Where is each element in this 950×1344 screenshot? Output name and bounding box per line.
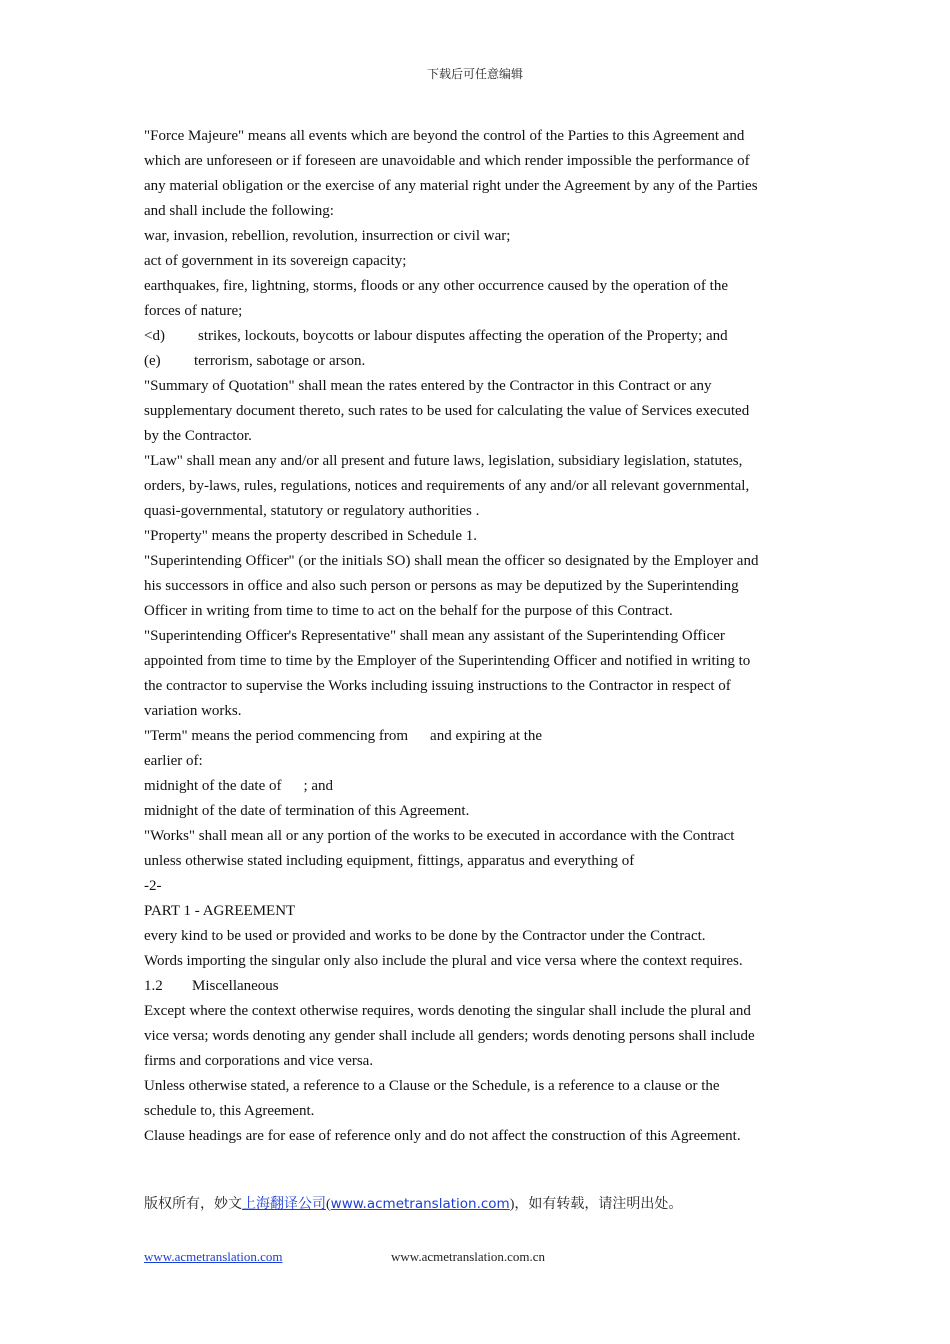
term-text-end: and expiring at the: [430, 728, 543, 744]
list-label: <d): [144, 328, 165, 344]
page-header: 下载后可任意编辑: [426, 67, 523, 81]
text-line: "Force Majeure" means all events which are beyond the control of the Parties to this Agreement and: [144, 128, 745, 144]
text-line: "Superintending Officer" (or the initials SO) shall mean the officer so designated by the Employer and: [144, 553, 759, 569]
text-line: appointed from time to time by the Employer of the Superintending Officer and notified in writing to: [144, 653, 751, 669]
term-line: [144, 724, 804, 749]
text-line: quasi-governmental, statutory or regulatory authorities .: [144, 503, 480, 519]
text-line: orders, by-laws, rules, regulations, notices and requirements of any and/or all relevant governmental,: [144, 478, 750, 494]
text-line: unless otherwise stated including equipment, fittings, apparatus and everything of: [144, 853, 635, 869]
section-title: Miscellaneous: [192, 978, 279, 994]
footer-link[interactable]: www.acmetranslation.com: [144, 1249, 283, 1264]
text-line: variation works.: [144, 703, 242, 719]
copyright-suffix: )，如有转载，请注明出处。: [509, 1197, 683, 1212]
copyright-notice: [144, 1194, 682, 1215]
text-line: Clause headings are for ease of reference only and do not affect the construction of this Agreement.: [144, 1128, 741, 1144]
text-line: Except where the context otherwise requires, words denoting the singular shall include the plural and: [144, 1003, 751, 1019]
text-line: "Superintending Officer's Representative" shall mean any assistant of the Superintending Officer: [144, 628, 725, 644]
text-line: "Summary of Quotation" shall mean the rates entered by the Contractor in this Contract or any: [144, 378, 712, 394]
list-item-e: [144, 349, 804, 374]
copyright-prefix: 版权所有，妙文: [144, 1197, 242, 1212]
part-heading: PART 1 - AGREEMENT: [144, 903, 296, 919]
text-line: any material obligation or the exercise of any material right under the Agreement by any of the Parties: [144, 178, 758, 194]
footer-text: www.acmetranslation.com.cn: [391, 1249, 546, 1264]
list-text: terrorism, sabotage or arson.: [194, 353, 366, 369]
term-text-start: "Term" means the period commencing from: [144, 728, 409, 744]
text-line: war, invasion, rebellion, revolution, insurrection or civil war;: [144, 228, 511, 244]
list-text: strikes, lockouts, boycotts or labour disputes affecting the operation of the Property; and: [198, 328, 728, 344]
text-line: every kind to be used or provided and works to be done by the Contractor under the Contract.: [144, 928, 706, 944]
page-footer: [144, 1248, 546, 1266]
text-line: vice versa; words denoting any gender shall include all genders; words denoting persons shall include: [144, 1028, 755, 1044]
text-line: by the Contractor.: [144, 428, 252, 444]
section-heading: [144, 974, 804, 999]
text-line: and shall include the following:: [144, 203, 334, 219]
text-line: "Property" means the property described in Schedule 1.: [144, 528, 477, 544]
text-line: supplementary document thereto, such rates to be used for calculating the value of Services executed: [144, 403, 750, 419]
text-line: which are unforeseen or if foreseen are unavoidable and which render impossible the performance of: [144, 153, 750, 169]
section-number: 1.2: [144, 978, 163, 994]
list-item-d: [144, 324, 804, 349]
text-line: Words importing the singular only also include the plural and vice versa where the context requires.: [144, 953, 743, 969]
page-number: -2-: [144, 878, 162, 894]
midnight-line: [144, 774, 804, 799]
text-line: midnight of the date of termination of this Agreement.: [144, 803, 470, 819]
text-line: forces of nature;: [144, 303, 243, 319]
midnight-text-start: midnight of the date of: [144, 778, 282, 794]
company-url-link[interactable]: www.acmetranslation.com: [330, 1196, 510, 1212]
text-line: firms and corporations and vice versa.: [144, 1053, 374, 1069]
text-line: earthquakes, fire, lightning, storms, floods or any other occurrence caused by the operation of the: [144, 278, 728, 294]
text-line: earlier of:: [144, 753, 203, 769]
text-line: schedule to, this Agreement.: [144, 1103, 315, 1119]
text-line: the contractor to supervise the Works including issuing instructions to the Contractor in respect of: [144, 678, 731, 694]
copyright-paren: (: [326, 1197, 331, 1212]
company-link[interactable]: 上海翻译公司: [242, 1197, 326, 1212]
text-line: Unless otherwise stated, a reference to a Clause or the Schedule, is a reference to a clause or the: [144, 1078, 720, 1094]
midnight-text-end: ; and: [303, 778, 334, 794]
list-label: (e): [144, 353, 161, 369]
text-line: "Law" shall mean any and/or all present and future laws, legislation, subsidiary legislation, statutes,: [144, 453, 743, 469]
text-line: Officer in writing from time to time to act on the behalf for the purpose of this Contract.: [144, 603, 673, 619]
document-body: [144, 124, 804, 1149]
text-line: act of government in its sovereign capacity;: [144, 253, 407, 269]
text-line: "Works" shall mean all or any portion of the works to be executed in accordance with the Contract: [144, 828, 735, 844]
text-line: his successors in office and also such person or persons as may be deputized by the Superintending: [144, 578, 739, 594]
